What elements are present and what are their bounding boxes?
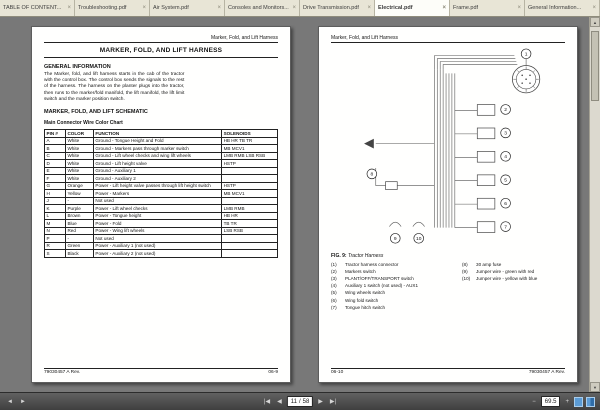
table-row [45, 197, 278, 205]
zoom-out-button[interactable]: − [532, 398, 536, 405]
table-cell [222, 175, 278, 183]
tab-label: Electrical.pdf [378, 5, 413, 11]
legend-item [462, 268, 565, 275]
table-cell: Power - Fold [93, 220, 221, 228]
table-cell [222, 197, 278, 205]
wiring-diagram-svg [331, 46, 565, 251]
table-cell: Black [65, 250, 93, 258]
diagram-callout-7 [501, 222, 511, 232]
legend-item-number: (1) [331, 262, 337, 267]
legend-item [331, 297, 462, 304]
table-cell: Power - Lift height valve passes through lift height switch [93, 182, 221, 190]
diagram-callout-3 [501, 128, 511, 138]
legend-item-text: Markers switch [345, 269, 376, 275]
svg-text:8: 8 [370, 172, 374, 178]
table-cell: White [65, 152, 93, 160]
table-cell: M [45, 220, 66, 228]
page-current-value: 11 [290, 398, 297, 405]
table-cell: R [45, 242, 66, 250]
table-cell: Red [65, 227, 93, 235]
table-cell: Ground - Tongue Height and Fold [93, 137, 221, 145]
page-separator: / [298, 398, 301, 405]
table-cell: Power - Tongue height [93, 212, 221, 220]
table-cell: HSTP [222, 182, 278, 190]
legend-item-number: (9) [462, 269, 468, 275]
legend-item-number: (2) [331, 269, 337, 275]
table-row [45, 227, 278, 235]
wire-color-table-body [45, 137, 278, 257]
diagram-callout-2 [501, 105, 511, 115]
table-cell: G [45, 182, 66, 190]
table-cell [222, 242, 278, 250]
figure-caption [331, 253, 565, 259]
legend-item [331, 261, 462, 268]
table-cell: Power - Auxiliary 1 (not used) [93, 242, 221, 250]
diagram-callout-5 [501, 175, 511, 185]
tab-general-information[interactable] [525, 0, 600, 16]
legend-item-text: PLANT/OFF/TRANSPORT switch [345, 276, 414, 282]
table-cell: White [65, 160, 93, 168]
table-cell: White [65, 137, 93, 145]
svg-text:5: 5 [504, 178, 507, 184]
legend-item-number: (8) [462, 262, 468, 267]
tab-consoles-and-monitors[interactable] [225, 0, 300, 16]
tab-table-of-content[interactable] [0, 0, 75, 16]
document-page-left [31, 26, 291, 383]
table-row [45, 182, 278, 190]
table-row [45, 242, 278, 250]
table-cell: S [45, 250, 66, 258]
last-page-button[interactable]: ▶| [329, 398, 337, 405]
tab-close-icon[interactable]: × [67, 5, 71, 11]
legend-item-text: Wing fold switch [345, 297, 379, 303]
table-row [45, 220, 278, 228]
table-cell [222, 235, 278, 243]
previous-page-button[interactable]: ◀ [277, 398, 282, 405]
page-footer [44, 368, 278, 375]
table-cell: Ground - Auxiliary 1 [93, 167, 221, 175]
table-row [45, 175, 278, 183]
table-cell: Not used [93, 197, 221, 205]
general-information-paragraph: The Marker, fold, and lift harness starts in the cab of the tractor with the control box. The control box sends the signals to the rest of the harness. The harness on the planter plugs into the tractor, then runs to the marker/fold manifold, the lift manifold, the lift limit switch and the marker position switch. [44, 72, 185, 102]
table-cell: P [45, 235, 66, 243]
page-number-input[interactable] [287, 396, 314, 407]
tab-frame-pdf[interactable] [450, 0, 525, 16]
diagram-callout-9 [390, 233, 400, 243]
legend-item-number: (7) [331, 304, 337, 310]
table-cell: H [45, 190, 66, 198]
legend-item-number: (3) [331, 276, 337, 282]
table-cell: Ground - Lift wheel checks and wing lift wheels [93, 152, 221, 160]
table-cell: Ground - Auxiliary 2 [93, 175, 221, 183]
tab-label: Troubleshooting.pdf [78, 5, 127, 11]
footer-page-number: 06-9 [268, 370, 278, 375]
page-total-value: 58 [302, 398, 310, 405]
diagram-callout-1 [521, 49, 531, 59]
tab-close-icon[interactable]: × [592, 5, 596, 11]
svg-text:6: 6 [504, 201, 507, 207]
tab-label: Frame.pdf [453, 5, 479, 11]
table-cell: Power - Lift wheel checks [93, 205, 221, 213]
tab-label: Air System.pdf [153, 5, 189, 11]
tab-close-icon[interactable]: × [367, 5, 371, 11]
table-cell: White [65, 175, 93, 183]
table-cell: HB HR [222, 212, 278, 220]
table-cell: A [45, 137, 66, 145]
first-page-button[interactable]: |◀ [263, 398, 271, 405]
table-cell: Brown [65, 212, 93, 220]
table-cell: Yellow [65, 190, 93, 198]
table-cell: C [45, 152, 66, 160]
svg-text:2: 2 [504, 108, 507, 114]
tab-troubleshooting-pdf[interactable] [75, 0, 150, 16]
table-cell [222, 167, 278, 175]
figure-label: FIG. 9: [331, 253, 347, 259]
zoom-controls [530, 396, 595, 407]
page-navigation [262, 396, 338, 407]
tab-electrical-pdf[interactable] [375, 0, 450, 16]
table-cell: - [65, 197, 93, 205]
legend-item-number: (5) [331, 290, 337, 296]
table-cell: White [65, 167, 93, 175]
view-history-group [5, 399, 28, 405]
next-view-button[interactable]: ► [19, 398, 26, 405]
scrollbar-thumb[interactable] [591, 31, 599, 101]
table-header-cell: PIN # [45, 130, 66, 138]
footer-doc-number: 79030457 A Rev. [44, 370, 81, 375]
table-header-cell: FUNCTION [93, 130, 221, 138]
legend-item [331, 289, 462, 296]
next-page-button[interactable]: ▶ [318, 398, 323, 405]
legend-item [331, 268, 462, 275]
table-cell: Blue [65, 220, 93, 228]
legend-item [331, 275, 462, 282]
table-cell: Power - Markers [93, 190, 221, 198]
tab-bar [0, 0, 600, 17]
legend-item-number: (4) [331, 283, 337, 289]
tab-label: Drive Transmission.pdf [303, 5, 359, 11]
status-bar [0, 392, 600, 410]
table-cell: L [45, 212, 66, 220]
legend-item-number: (6) [331, 297, 337, 303]
table-cell: LMB RMB LSB RSB [222, 152, 278, 160]
tab-label: General Information... [528, 5, 582, 11]
tab-air-system-pdf[interactable] [150, 0, 225, 16]
table-cell: - [65, 235, 93, 243]
table-cell: LSB RSB [222, 227, 278, 235]
diagram-callout-10 [414, 233, 424, 243]
table-header-cell: COLOR [65, 130, 93, 138]
diagram-callout-6 [501, 198, 511, 208]
section-heading-schematic: MARKER, FOLD, AND LIFT SCHEMATIC [44, 109, 148, 116]
legend-item [462, 261, 565, 268]
scroll-down-button[interactable]: ▼ [590, 382, 600, 392]
table-row [45, 152, 278, 160]
table-row [45, 145, 278, 153]
table-cell: Ground - Lift height valve [93, 160, 221, 168]
wire-color-table [44, 129, 278, 258]
legend-item-text: Auxiliary 1 switch (not used) - AUX1 [345, 283, 419, 289]
table-cell: K [45, 205, 66, 213]
chapter-title: MARKER, FOLD, AND LIFT HARNESS [44, 43, 278, 58]
table-cell: Ground - Markers pass through marker switch [93, 145, 221, 153]
table-row [45, 160, 278, 168]
tab-close-icon[interactable]: × [442, 5, 446, 11]
tab-close-icon[interactable]: × [217, 5, 221, 11]
single-page-view-icon[interactable] [574, 397, 583, 407]
planter-connector-arrow [364, 139, 374, 149]
table-cell: LMB RMB [222, 205, 278, 213]
table-cell: Not used [93, 235, 221, 243]
table-cell: D [45, 160, 66, 168]
table-row [45, 205, 278, 213]
footer-doc-number: 79030457 A Rev. [528, 370, 565, 375]
table-header-cell: SOLENOIDS [222, 130, 278, 138]
legend-item-text: Wing wheels switch [345, 290, 386, 296]
section-heading-general-information: GENERAL INFORMATION [44, 64, 111, 70]
table-cell: Power - Wing lift wheels [93, 227, 221, 235]
tab-label: TABLE OF CONTENT... [3, 5, 62, 11]
table-cell: MB MCV1 [222, 190, 278, 198]
svg-text:4: 4 [504, 155, 507, 161]
legend-item [331, 304, 462, 311]
page-running-header: Marker, Fold, and Lift Harness [44, 35, 278, 43]
svg-text:10: 10 [415, 237, 422, 243]
table-row [45, 137, 278, 145]
table-row [45, 250, 278, 258]
legend-item-text: 30 amp fuse [476, 262, 502, 267]
table-row [45, 190, 278, 198]
legend-item-text: Tractor harness connector [345, 262, 399, 267]
table-cell: HSTP [222, 160, 278, 168]
document-page-right [318, 26, 578, 383]
zoom-level-input[interactable]: 69.5 [541, 396, 561, 407]
table-cell: Purple [65, 205, 93, 213]
table-cell: White [65, 145, 93, 153]
table-cell: Orange [65, 182, 93, 190]
table-cell: MB MCV1 [222, 145, 278, 153]
figure-legend [331, 261, 565, 311]
wire-color-table-header-row [45, 130, 278, 138]
fuse-symbol [386, 182, 398, 190]
table-cell: Power - Auxiliary 2 (not used) [93, 250, 221, 258]
legend-item-text: Jumper wire - green with red [476, 269, 535, 275]
zoom-in-button[interactable]: + [565, 398, 569, 405]
page-running-header: Marker, Fold, and Lift Harness [331, 35, 565, 43]
legend-column-right [462, 261, 565, 311]
table-row [45, 212, 278, 220]
figure-title: Tractor Harness [347, 253, 384, 259]
table-cell: E [45, 167, 66, 175]
legend-item-text: Tongue hitch switch [345, 304, 386, 310]
facing-page-view-icon[interactable] [586, 397, 595, 407]
document-view-area[interactable] [0, 17, 600, 392]
legend-item-text: Jumper wire - yellow with blue [476, 276, 538, 282]
diagram-callout-8 [367, 169, 377, 179]
svg-text:9: 9 [393, 237, 397, 243]
tab-close-icon[interactable]: × [142, 5, 146, 11]
tab-close-icon[interactable]: × [292, 5, 296, 11]
table-row [45, 167, 278, 175]
table-cell: F [45, 175, 66, 183]
wiring-diagram [331, 46, 565, 251]
tab-close-icon[interactable]: × [517, 5, 521, 11]
table-cell: B [45, 145, 66, 153]
vertical-scrollbar[interactable] [589, 17, 600, 392]
scroll-up-button[interactable]: ▲ [590, 17, 600, 27]
table-cell: J [45, 197, 66, 205]
table-row [45, 235, 278, 243]
legend-column-left [331, 261, 462, 311]
page-footer [331, 368, 565, 375]
svg-text:1: 1 [524, 52, 528, 58]
legend-item-number: (10) [462, 276, 471, 282]
legend-item [331, 282, 462, 289]
table-title: Main Connector Wire Color Chart [44, 120, 123, 127]
diagram-callout-4 [501, 151, 511, 161]
table-cell: N [45, 227, 66, 235]
table-cell: HB HR TB TR [222, 137, 278, 145]
svg-text:3: 3 [504, 131, 507, 137]
legend-item [462, 275, 565, 282]
previous-view-button[interactable]: ◄ [7, 398, 13, 405]
footer-page-number: 06-10 [331, 370, 344, 375]
table-cell [222, 250, 278, 258]
svg-text:7: 7 [504, 225, 507, 231]
table-cell: TB TR [222, 220, 278, 228]
tab-drive-transmission-pdf[interactable] [300, 0, 375, 16]
tab-label: Consoles and Monitors... [228, 5, 289, 11]
table-cell: Green [65, 242, 93, 250]
